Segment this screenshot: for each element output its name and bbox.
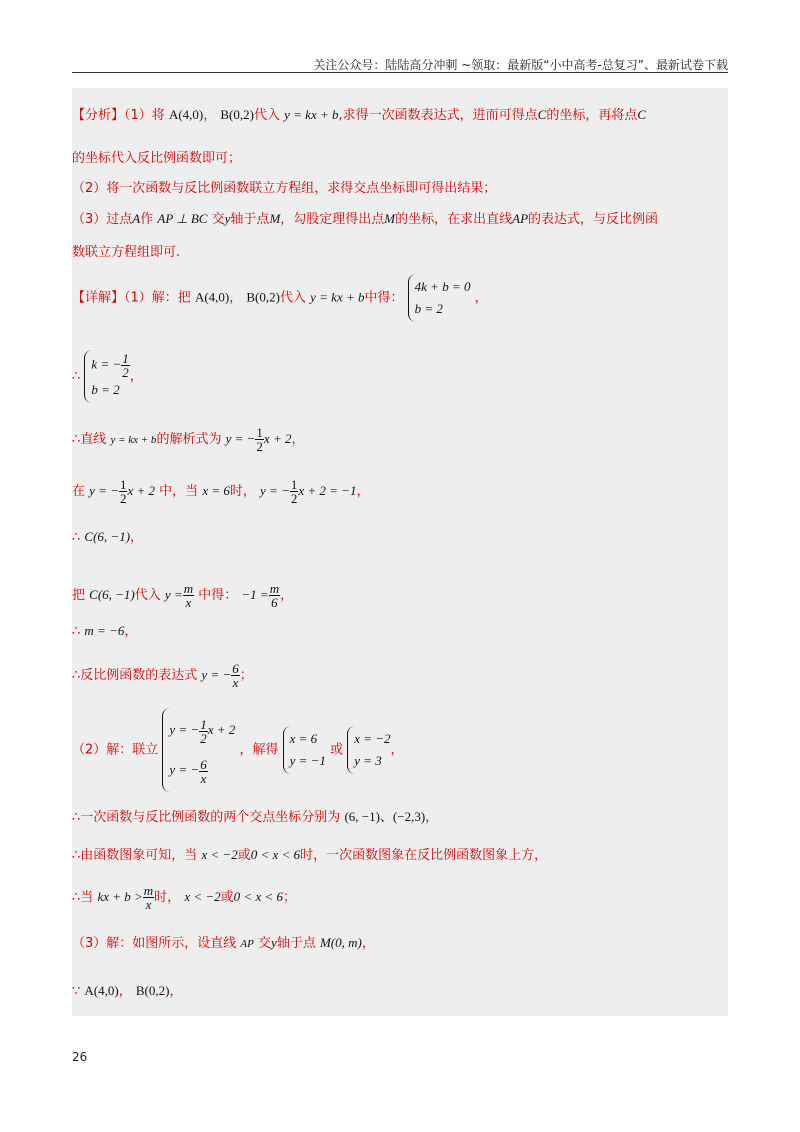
detail-line-5 [72, 528, 728, 547]
solution-system-2: x = −2 y = 3 [347, 726, 390, 774]
detail-line-13 [72, 934, 728, 953]
point-a: A(4,0) [168, 107, 204, 122]
point-m: M [384, 211, 396, 226]
line-ap: AP [240, 938, 254, 950]
detail-text: 时，一次函数图象在反比例函数图象上方， [300, 848, 548, 863]
equation-rhs: x + 2 [127, 483, 156, 498]
separator: ， [291, 432, 305, 447]
analysis-text: （1）将 [124, 108, 165, 123]
point-a: A [132, 211, 141, 226]
therefore-symbol: ∴ [72, 810, 81, 825]
therefore-symbol: ∴ [72, 432, 81, 447]
detail-line-11 [72, 846, 728, 865]
detail-line-14 [72, 982, 728, 1001]
point-m: M [269, 211, 281, 226]
point-a: A(4,0) [84, 983, 119, 998]
detail-line-4 [72, 478, 728, 505]
m-value: m = −6 [84, 623, 125, 638]
analysis-text: 代入 [253, 108, 280, 123]
equation-lhs: −1 = [241, 587, 269, 602]
detail-text: 把 [72, 588, 86, 603]
inequality: 0 < x < 6 [250, 847, 301, 862]
inequality-lhs: kx + b > [97, 889, 143, 904]
equation-lhs: y = − [225, 431, 256, 446]
separator: ； [239, 668, 253, 683]
fraction: $\frac{1}{2}$ [256, 425, 263, 454]
solution-system: k = − $\frac{1}{2}$ b = 2 [84, 350, 129, 403]
analysis-text: 作 [140, 212, 154, 227]
inequality: 0 < x < 6 [233, 889, 283, 904]
analysis-text: 的坐标，在求出直线 [395, 212, 513, 227]
analysis-text: 的坐标代入反比例函数即可； [72, 151, 242, 166]
x-value: x = 6 [202, 483, 230, 498]
separator: ， [169, 984, 183, 999]
linear-equation: y = kx + b [110, 434, 157, 446]
therefore-symbol: ∴ [72, 369, 81, 384]
point-b: B(0,2) [246, 289, 280, 305]
separator: ， [129, 369, 143, 384]
point-c: C(6, −1) [89, 587, 135, 602]
point-b: B(0,2) [220, 107, 254, 122]
equation-lhs: y = [164, 587, 183, 602]
analysis-text: 轴于点 [230, 212, 270, 227]
separator: ； [283, 890, 297, 905]
separator: ， [390, 742, 404, 758]
detail-line-12 [72, 884, 728, 911]
therefore-symbol: ∴ [72, 624, 81, 639]
analysis-text: 交 [211, 212, 225, 227]
detail-line-1 [72, 274, 728, 322]
analysis-text: ，勾股定理得出点 [280, 212, 385, 227]
detail-line-6 [72, 582, 728, 609]
detail-text: 时， [229, 484, 256, 499]
equation-lhs: y = − [201, 667, 232, 682]
separator: ， [280, 588, 294, 603]
detail-text: ，解得 [239, 742, 279, 758]
fraction: $\frac{1}{2}$ [290, 477, 298, 506]
fraction: $\frac{m}{x}$ [183, 581, 194, 610]
analysis-text: （3）过点 [72, 212, 133, 227]
equation-result: x + 2 = −1 [298, 483, 357, 498]
point-m: M(0, m) [319, 935, 362, 950]
linear-equation: y = kx + b [284, 107, 339, 122]
separator: ， [356, 484, 370, 499]
page-header: 关注公众号：陆陆高分冲刺 ~领取：最新版“小中高考-总复习”、最新试卷下载 [313, 58, 728, 72]
intersection-points: (6, −1)、(−2,3) [344, 809, 426, 824]
detail-text: 反比例函数的表达式 [80, 668, 198, 683]
therefore-symbol: ∴ [72, 668, 81, 683]
detail-line-2 [72, 350, 728, 403]
detail-text: 当 [80, 890, 94, 905]
equation-rhs: x + 2 [263, 431, 292, 446]
analysis-line-4 [72, 210, 728, 229]
separator: ， [124, 624, 138, 639]
detail-text: 一次函数与反比例函数的两个交点坐标分别为 [80, 810, 341, 825]
detail-text: 中得： [198, 588, 238, 603]
detail-line-3 [72, 426, 728, 453]
point-b: B(0,2) [135, 983, 170, 998]
separator: ， [361, 936, 375, 951]
point-a: A(4,0) [194, 289, 230, 305]
detail-text: 轴于点 [276, 936, 316, 951]
equation-system: 4k + b = 0 b = 2 [408, 274, 471, 322]
because-symbol: ∵ [72, 984, 81, 999]
detail-text: 的解析式为 [156, 432, 222, 447]
solution-panel [72, 88, 728, 1016]
analysis-text: 数联立方程组即可. [72, 245, 181, 260]
separator: ， [118, 984, 132, 999]
solution-system-1: x = 6 y = −1 [283, 726, 326, 774]
detail-text: 时， [154, 890, 181, 905]
detail-text: （1）解：把 [124, 290, 191, 306]
detail-text: 中得： [364, 290, 404, 306]
analysis-line-1 [72, 106, 728, 125]
separator: ， [229, 290, 243, 306]
analysis-line-2 [72, 150, 728, 168]
detail-text: 在 [72, 484, 86, 499]
equation-system: y = − $\frac{1}{2}$ x + 2 y = − $\frac{6}{x}$ [162, 708, 235, 792]
separator: ， [203, 108, 217, 123]
detail-line-9 [72, 708, 728, 792]
analysis-text: 的表达式，与反比例函 [528, 212, 659, 227]
detail-text: 由函数图象可知，当 [80, 848, 198, 863]
header-rule [72, 72, 728, 73]
therefore-symbol: ∴ [72, 890, 81, 905]
y-axis-label: y [224, 211, 231, 226]
detail-text: 代入 [279, 290, 306, 306]
detail-text: 代入 [134, 588, 161, 603]
analysis-tag: 【分析】 [72, 108, 125, 123]
fraction: $\frac{m}{6}$ [269, 581, 280, 610]
point-c: C(6, −1) [84, 529, 131, 544]
detail-text: 或 [220, 890, 234, 905]
inequality: x < −2 [184, 889, 221, 904]
detail-text: 或 [237, 848, 251, 863]
perpendicular-expr: AP ⊥ BC [157, 211, 208, 226]
analysis-text: 的坐标，再将点 [546, 108, 638, 123]
inequality: x < −2 [201, 847, 238, 862]
analysis-line-3 [72, 180, 728, 198]
detail-line-10 [72, 808, 728, 827]
point-c: C [637, 107, 646, 122]
detail-text: 交 [258, 936, 272, 951]
equation-lhs: y = − [260, 483, 290, 498]
therefore-symbol: ∴ [72, 848, 81, 863]
therefore-symbol: ∴ [72, 530, 81, 545]
detail-text: （2）解：联立 [72, 742, 159, 758]
analysis-text: ,求得一次函数表达式，进而可得点 [338, 108, 538, 123]
fraction: $\frac{6}{x}$ [232, 661, 239, 690]
y-axis-label: y [271, 935, 277, 950]
point-c: C [537, 107, 547, 122]
analysis-text: （2）将一次函数与反比例函数联立方程组，求得交点坐标即可得出结果； [72, 181, 497, 196]
line-ap: AP [512, 211, 529, 226]
detail-tag: 【详解】 [72, 290, 125, 306]
page-number: 26 [72, 1050, 88, 1064]
equation-lhs: y = − [89, 483, 119, 498]
detail-text: 或 [330, 742, 344, 758]
separator: ， [130, 530, 144, 545]
analysis-line-5 [72, 244, 728, 262]
separator: ， [425, 810, 439, 825]
separator: ， [474, 290, 488, 306]
fraction: $\frac{m}{x}$ [143, 883, 154, 912]
detail-line-8 [72, 662, 728, 689]
detail-line-7 [72, 622, 728, 641]
detail-text: 直线 [80, 432, 107, 447]
linear-equation: y = kx + b [310, 289, 365, 305]
detail-text: （3）解：如图所示，设直线 [72, 936, 237, 951]
fraction: $\frac{1}{2}$ [119, 477, 127, 506]
detail-text: 中，当 [159, 484, 199, 499]
